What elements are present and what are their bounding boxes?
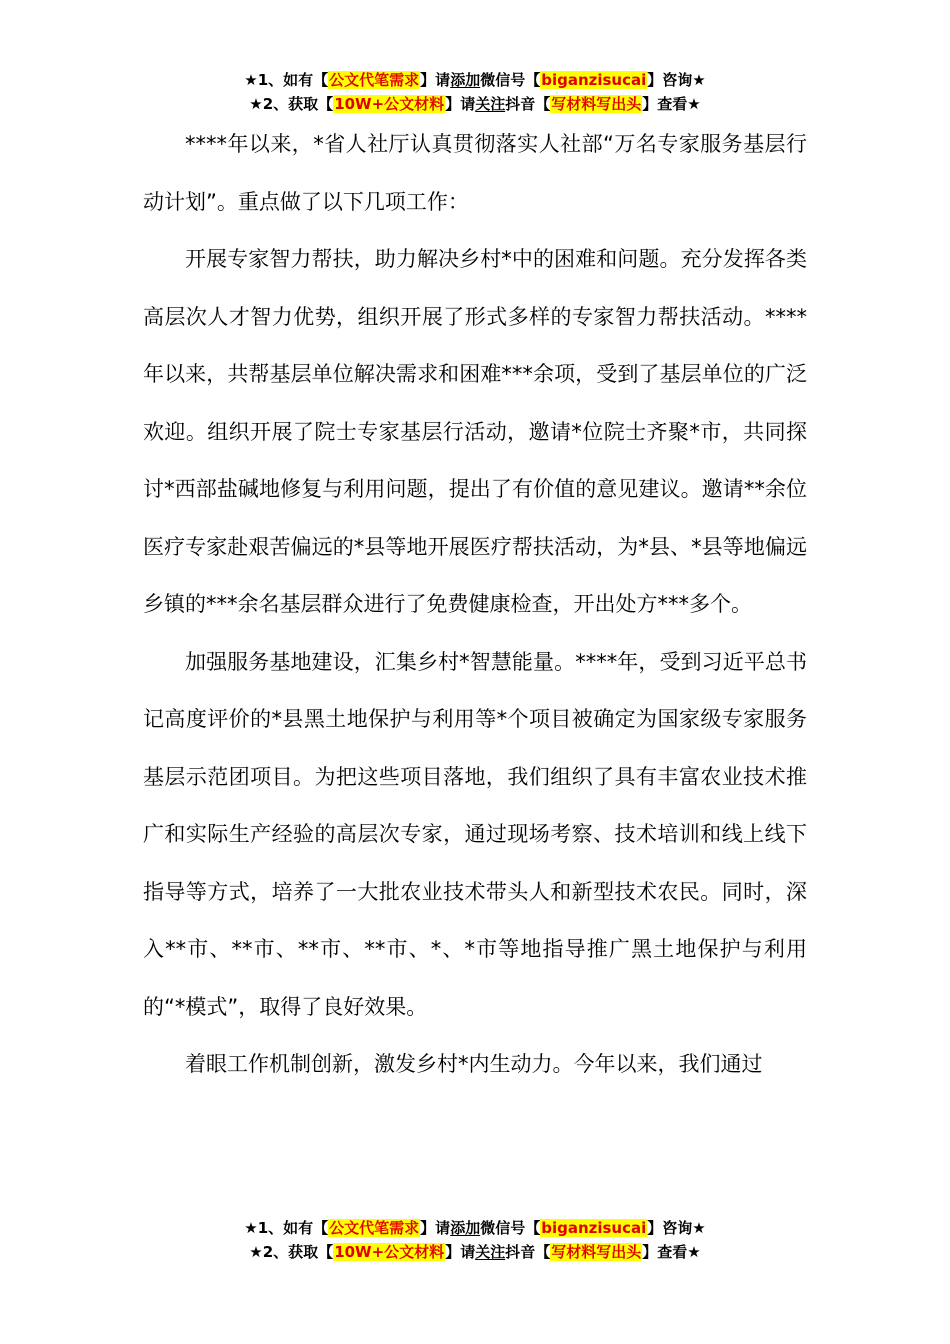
promo-text: 】查看★ [642, 95, 701, 113]
promo-text: 】请 [420, 1219, 451, 1237]
promo-text: 】咨询★ [647, 71, 706, 89]
promo-text: 】请 [420, 71, 451, 89]
paragraph-expert-assistance: 开展专家智力帮扶，助力解决乡村*中的困难和问题。充分发挥各类高层次人才智力优势，组织开展了形式多样的专家智力帮扶活动。****年以来，共帮基层单位解决需求和困难***余项，受到了基层单位的广泛欢迎。组织开展了院士专家基层行活动，邀请*位院士齐聚*市，共同探讨*西部盐碱地修复与利用问题，提出了有价值的意见建议。邀请**余位医疗专家赴艰苦偏远的*县等地开展医疗帮扶活动，为*县、*县等地偏远乡镇的***余名基层群众进行了免费健康检查，开出处方***多个。 [143, 247, 807, 616]
highlight-wechat-id: biganzisucai [541, 71, 647, 89]
paragraph-mechanism-innovation: 着眼工作机制创新，激发乡村*内生动力。今年以来，我们通过 [185, 1052, 763, 1076]
promo-text: 抖音【 [505, 95, 551, 113]
promo-line-1 [0, 68, 950, 92]
promo-text: 】查看★ [642, 1243, 701, 1261]
highlight-materials: 10W+公文材料 [334, 95, 445, 113]
promo-text: ★2、获取【 [249, 95, 334, 113]
promo-text: 关注 [475, 1243, 506, 1261]
promo-text: 微信号【 [480, 1219, 541, 1237]
promo-line-2 [0, 92, 950, 116]
highlight-service: 公文代笔需求 [329, 71, 420, 89]
highlight-douyin-id: 写材料写出头 [551, 95, 642, 113]
promo-text: ★1、如有【 [244, 1219, 329, 1237]
paragraph-service-base: 加强服务基地建设，汇集乡村*智慧能量。****年，受到习近平总书记高度评价的*县黑土地保护与利用等*个项目被确定为国家级专家服务基层示范团项目。为把这些项目落地，我们组织了具有丰富农业技术推广和实际生产经验的高层次专家，通过现场考察、技术培训和线上线下指导等方式，培养了一大批农业技术带头人和新型技术农民。同时，深入**市、**市、**市、**市、*、*市等地指导推广黑土地保护与利用的“*模式”，取得了良好效果。 [143, 649, 807, 1019]
document-body [143, 116, 807, 1094]
promo-text: 】咨询★ [647, 1219, 706, 1237]
promo-banner-top [0, 68, 950, 116]
promo-text: 微信号【 [480, 71, 541, 89]
promo-text: ★1、如有【 [244, 71, 329, 89]
highlight-douyin-id: 写材料写出头 [551, 1243, 642, 1261]
promo-text: ★2、获取【 [249, 1243, 334, 1261]
promo-text: 添加 [450, 71, 481, 89]
promo-text: 】请 [445, 95, 476, 113]
promo-text: 添加 [450, 1219, 481, 1237]
highlight-service: 公文代笔需求 [329, 1219, 420, 1237]
promo-banner-bottom [0, 1216, 950, 1264]
promo-text: 抖音【 [505, 1243, 551, 1261]
highlight-materials: 10W+公文材料 [334, 1243, 445, 1261]
promo-line-2 [0, 1240, 950, 1264]
paragraph-intro: ****年以来，*省人社厅认真贯彻落实人社部“万名专家服务基层行动计划”。重点做了以下几项工作： [143, 132, 807, 214]
highlight-wechat-id: biganzisucai [541, 1219, 647, 1237]
promo-line-1 [0, 1216, 950, 1240]
promo-text: 】请 [445, 1243, 476, 1261]
promo-text: 关注 [475, 95, 506, 113]
